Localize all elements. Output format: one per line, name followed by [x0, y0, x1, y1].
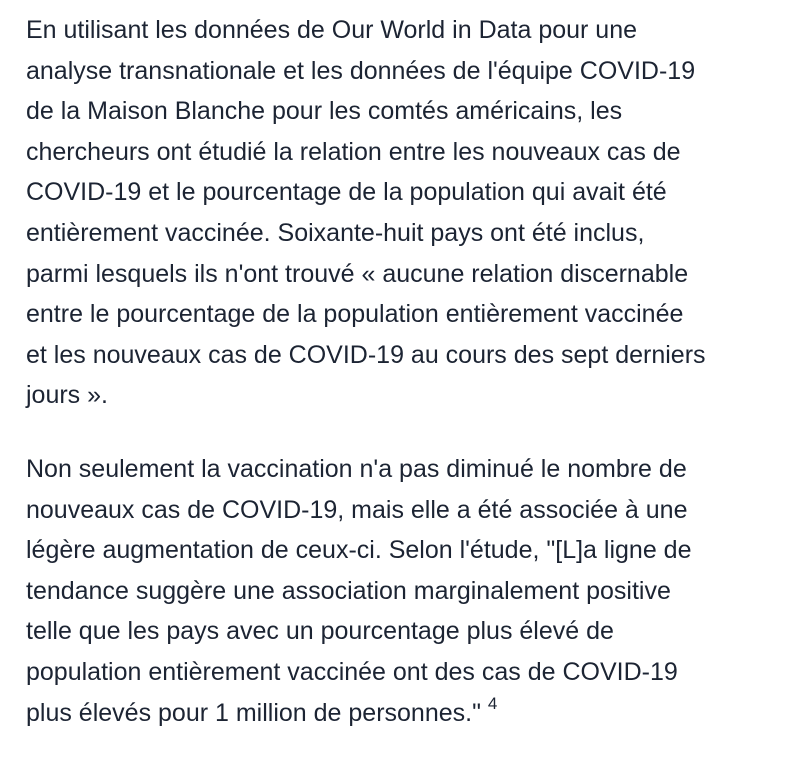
- paragraph-line: parmi lesquels ils n'ont trouvé « aucune relation discernable: [26, 259, 689, 288]
- paragraph-line: telle que les pays avec un pourcentage plus élevé de: [26, 617, 614, 646]
- paragraph-line: Non seulement la vaccination n'a pas diminué le nombre de: [26, 454, 687, 483]
- paragraph-line: entre le pourcentage de la population entièrement vaccinée: [26, 300, 684, 329]
- paragraph-line: population entièrement vaccinée ont des cas de COVID-19: [26, 657, 678, 686]
- paragraph-2: [26, 449, 778, 733]
- article-body: [26, 10, 778, 733]
- paragraph-line: En utilisant les données de Our World in Data pour une: [26, 16, 638, 44]
- paragraph-line: tendance suggère une association marginalement positive: [26, 576, 671, 605]
- paragraph-1: [26, 10, 778, 416]
- paragraph-last-line: [26, 693, 778, 734]
- paragraph-line-text: plus élevés pour 1 million de personnes.": [26, 698, 481, 727]
- paragraph-line: de la Maison Blanche pour les comtés américains, les: [26, 97, 623, 126]
- paragraph-line: COVID-19 et le pourcentage de la population qui avait été: [26, 178, 667, 207]
- footnote-reference[interactable]: 4: [487, 694, 498, 714]
- paragraph-line: analyse transnationale et les données de l'équipe COVID-19: [26, 56, 696, 85]
- paragraph-line: nouveaux cas de COVID-19, mais elle a été associée à une: [26, 495, 688, 524]
- paragraph-line: jours ».: [26, 381, 108, 410]
- paragraph-line: chercheurs ont étudié la relation entre les nouveaux cas de: [26, 137, 681, 166]
- paragraph-line: et les nouveaux cas de COVID-19 au cours des sept derniers: [26, 340, 706, 369]
- paragraph-line: entièrement vaccinée. Soixante-huit pays ont été inclus,: [26, 218, 645, 247]
- paragraph-line: légère augmentation de ceux-ci. Selon l'étude, "[L]a ligne de: [26, 536, 692, 565]
